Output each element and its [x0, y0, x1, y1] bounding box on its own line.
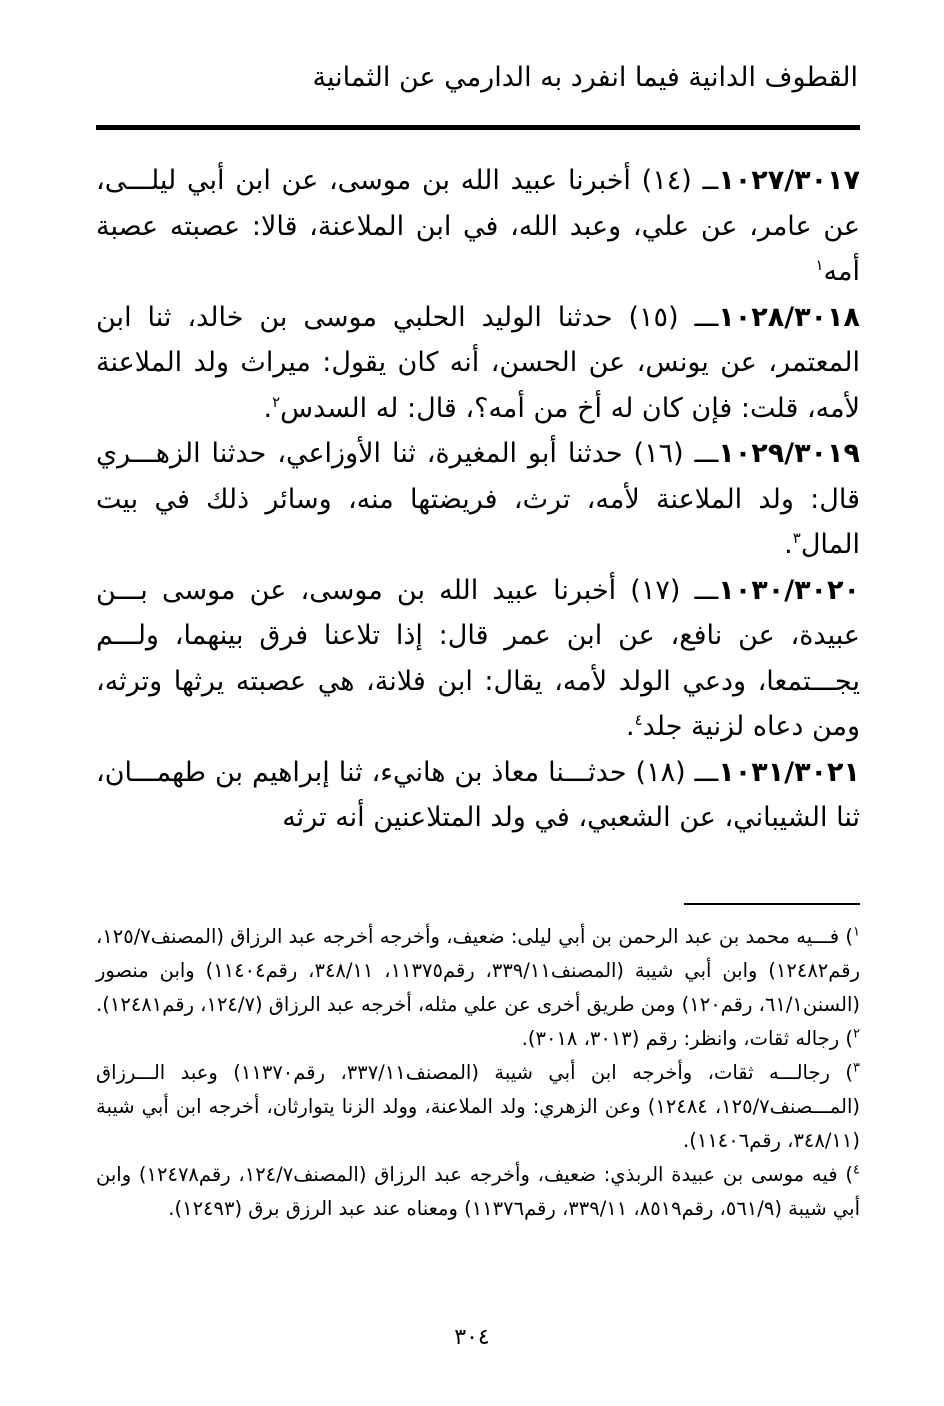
- footnote-reference: ٣: [792, 529, 801, 547]
- footnote-mark: ١: [853, 924, 861, 940]
- hadith-text: ـــ (١٥) حدثنا الوليد الحلبي موسى بن خالد، ثنا ابن المعتمر، عن يونس، عن الحسن، أنه كان يقول: ميراث ولد الملاعنة لأمه، قلت: فإن كان له أخ من أمه؟، قال: له السدس: [96, 301, 860, 424]
- hadith-entry: [96, 295, 860, 432]
- footnote: $^١$) فـــيه محمد بن عبد الرحمن بن أبي ليلى: ضعيف، وأخرجه أخرجه عبد الرزاق (المصنف١٢٥/٧، رقم١٢٤٨٢) وابن أبي شيبة (المصنف٣٣٩/١١، رقم١١٣٧٥، ٣٤٨/١١، رقم١١٤٠٤) وابن منصور (السنن٦١/١، رقم١٢٠) ومن طريق أخرى عن علي مثله، أخرجه عبد الرزاق (١٢٤/٧، رقم١٢٤٨١).: [96, 924, 861, 1016]
- footnote: $^٢$) رجاله ثقات، وانظر: رقم (٣٠١٣، ٣٠١٨).: [521, 1026, 860, 1050]
- running-header: القطوف الدانية فيما انفرد به الدارمي عن الثمانية: [312, 62, 858, 93]
- footnote-separator: [684, 903, 860, 905]
- footnote: $^٣$) رجالـــه ثقات، وأخرجه ابن أبي شيبة (المصنف٣٣٧/١١، رقم١١٣٧٠) وعبد الـــرزاق (المـــصنف١٢٥/٧، ١٢٤٨٤) وعن الزهري: ولد الملاعنة، وولد الزنا يتوارثان، أخرجه ابن أبي شيبة (٣٤٨/١١، رقم١١٤٠٦).: [96, 1060, 860, 1152]
- footnotes: [96, 920, 860, 1226]
- footnote-text: رجالـــه ثقات، وأخرجه ابن أبي شيبة (المصنف٣٣٧/١١، رقم١١٣٧٠) وعبد الـــرزاق (المـــصنف١٢٥/٧، ١٢٤٨٤) وعن الزهري: ولد الملاعنة، وولد الزنا يتوارثان، أخرجه ابن أبي شيبة (٣٤٨/١١، رقم١١٤٠٦).: [96, 1061, 860, 1152]
- hadith-end: .: [784, 529, 793, 560]
- hadith-number: ١٠٢٩/٣٠١٩: [718, 438, 860, 469]
- hadith-number: ١٠٣٠/٣٠٢٠: [718, 574, 860, 606]
- hadith-entry: [96, 568, 860, 750]
- hadith-entry: [96, 750, 860, 841]
- hadith-number: ١٠٣١/٣٠٢١: [718, 756, 860, 788]
- footnote-text: فيه موسى بن عبيدة الربذي: ضعيف، وأخرجه عبد الرزاق (المصنف١٢٤/٧، رقم١٢٤٧٨) وابن أبي شيبة (٥٦١/٩، رقم٨٥١٩، ٣٣٩/١١، رقم١١٣٧٦) ومعناه عند عبد الرزق برق (١٢٤٩٣).: [96, 1163, 860, 1220]
- footnote-reference: ٤: [634, 711, 643, 729]
- footnote-mark: ٤: [853, 1162, 860, 1178]
- hadith-end: .: [625, 711, 635, 742]
- hadith-end: .: [263, 392, 273, 424]
- hadith-number: ١٠٢٧/٣٠١٧: [718, 165, 861, 196]
- page-number: ٣٠٤: [454, 1325, 490, 1350]
- hadith-text: ـــ (١٨) حدثـــنا معاذ بن هانيء، ثنا إبراهيم بن طهمـــان، ثنا الشيباني، عن الشعبي، في ولد المتلاعنين أنه ترثه: [96, 756, 860, 833]
- hadith-text: ـــ (١٧) أخبرنا عبيد الله بن موسى، عن موسى بـــن عبيدة، عن نافع، عن ابن عمر قال: إذا تلاعنا فرق بينهما، ولـــم يجـــتمعا، ودعي الولد لأمه، يقال: ابن فلانة، هي عصبته يرثها وترثه، ومن دعاه لزنية جلد: [96, 574, 860, 742]
- footnote-text: رجاله ثقات، وانظر: رقم (٣٠١٣، ٣٠١٨).: [521, 1027, 840, 1050]
- footnote: $^٤$) فيه موسى بن عبيدة الربذي: ضعيف، وأخرجه عبد الرزاق (المصنف١٢٤/٧، رقم١٢٤٧٨) وابن أبي شيبة (٥٦١/٩، رقم٨٥١٩، ٣٣٩/١١، رقم١١٣٧٦) ومعناه عند عبد الرزق برق (١٢٤٩٣).: [96, 1162, 860, 1220]
- hadith-text: ــ (١٤) أخبرنا عبيد الله بن موسى، عن ابن أبي ليلـــى، عن عامر، عن علي، وعبد الله، في ابن الملاعنة، قالا: عصبته عصبة أمه: [96, 165, 860, 287]
- footnote-mark: ٣: [853, 1060, 860, 1076]
- footnote-text: فـــيه محمد بن عبد الرحمن بن أبي ليلى: ضعيف، وأخرجه أخرجه عبد الرزاق (المصنف١٢٥/٧، رقم١٢٤٨٢) وابن أبي شيبة (المصنف٣٣٩/١١، رقم١١٣٧٥، ٣٤٨/١١، رقم١١٤٠٤) وابن منصور (السنن٦١/١، رقم١٢٠) ومن طريق أخرى عن علي مثله، أخرجه عبد الرزاق (١٢٤/٧، رقم١٢٤٨١).: [96, 925, 860, 1016]
- main-text: [96, 158, 860, 841]
- hadith-text: ـــ (١٦) حدثنا أبو المغيرة، ثنا الأوزاعي، حدثنا الزهـــري قال: ولد الملاعنة لأمه، ترث، فريضتها منه، وسائر ذلك في بيت المال: [96, 438, 860, 560]
- hadith-number: ١٠٢٨/٣٠١٨: [718, 301, 860, 333]
- hadith-entry: [96, 158, 860, 295]
- footnote-reference: ١: [815, 256, 824, 274]
- footnote-reference: ٢: [272, 392, 281, 411]
- header-rule: [96, 125, 860, 130]
- hadith-entry: [96, 431, 860, 568]
- footnote-mark: ٢: [853, 1026, 860, 1042]
